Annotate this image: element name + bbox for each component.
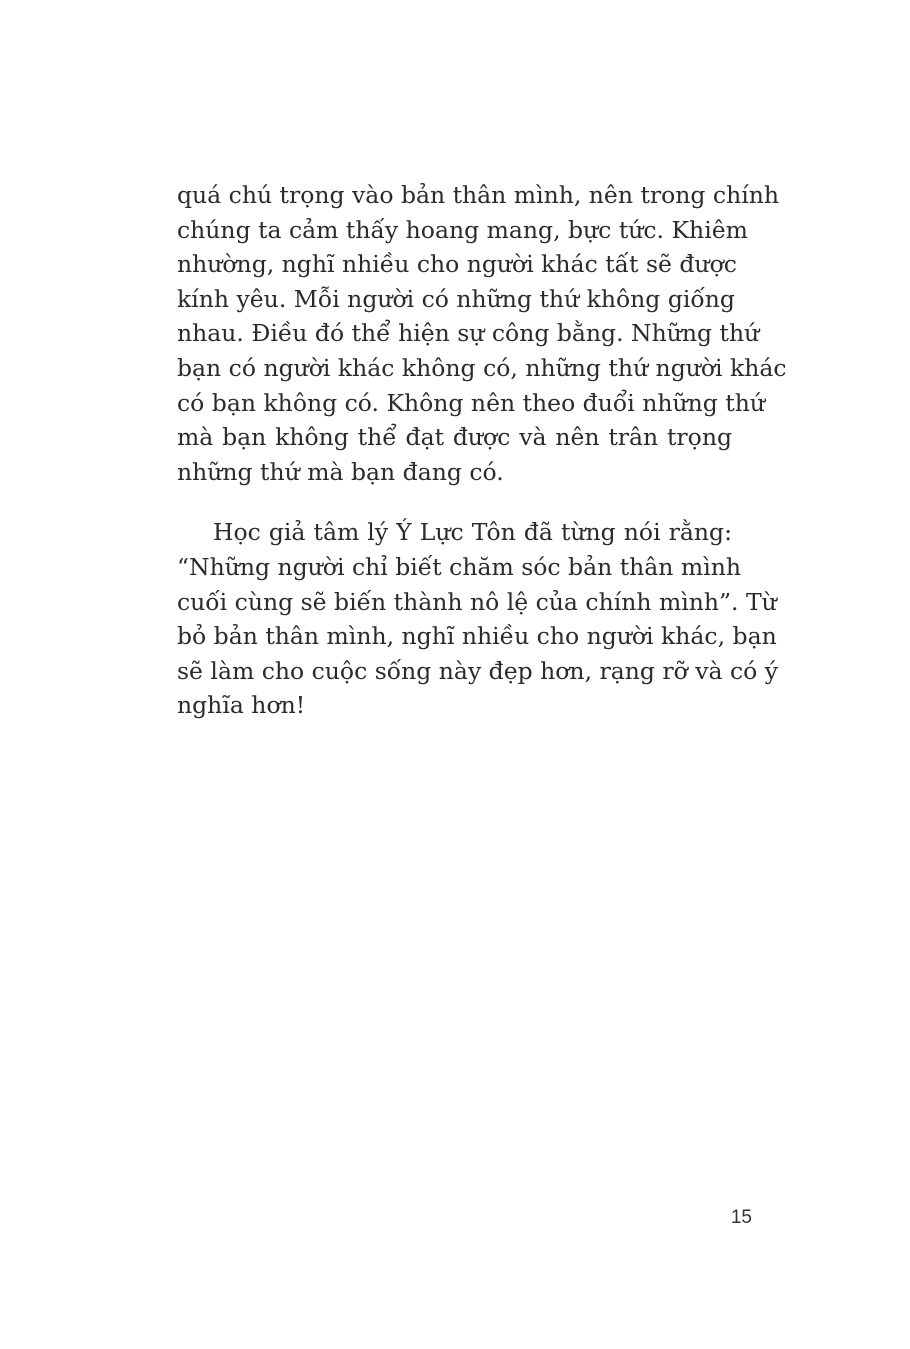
text-line: bạn có người khác không có, những thứ người khác [177, 353, 787, 382]
paragraph-2 [177, 515, 779, 723]
text-line: những thứ mà bạn đang có. [177, 457, 504, 486]
text-line: kính yêu. Mỗi người có những thứ không giống [177, 284, 735, 313]
text-line: quá chú trọng vào bản thân mình, nên trong chính [177, 181, 780, 209]
text-line: cuối cùng sẽ biến thành nô lệ của chính mình”. Từ [177, 587, 777, 616]
paragraph-1 [177, 178, 787, 489]
text-line: chúng ta cảm thấy hoang mang, bực tức. Khiêm [177, 215, 748, 244]
text-line: sẽ làm cho cuộc sống này đẹp hơn, rạng rỡ và có ý [177, 656, 779, 685]
text-line: nhường, nghĩ nhiều cho người khác tất sẽ được [177, 250, 737, 279]
text-line: mà bạn không thể đạt được và nên trân trọng [177, 423, 732, 452]
text-line: có bạn không có. Không nên theo đuổi những thứ [177, 388, 765, 417]
page-number: 15 [730, 1207, 752, 1228]
paragraph-spacing [177, 489, 732, 515]
text-line: “Những người chỉ biết chăm sóc bản thân mình [177, 552, 741, 581]
text-line: Học giả tâm lý Ý Lực Tôn đã từng nói rằng: [213, 518, 732, 547]
text-line: nhau. Điều đó thể hiện sự công bằng. Những thứ [177, 319, 760, 348]
text-line: bỏ bản thân mình, nghĩ nhiều cho người khác, bạn [177, 622, 777, 651]
text-line: nghĩa hơn! [177, 691, 306, 720]
body-text [177, 178, 787, 723]
